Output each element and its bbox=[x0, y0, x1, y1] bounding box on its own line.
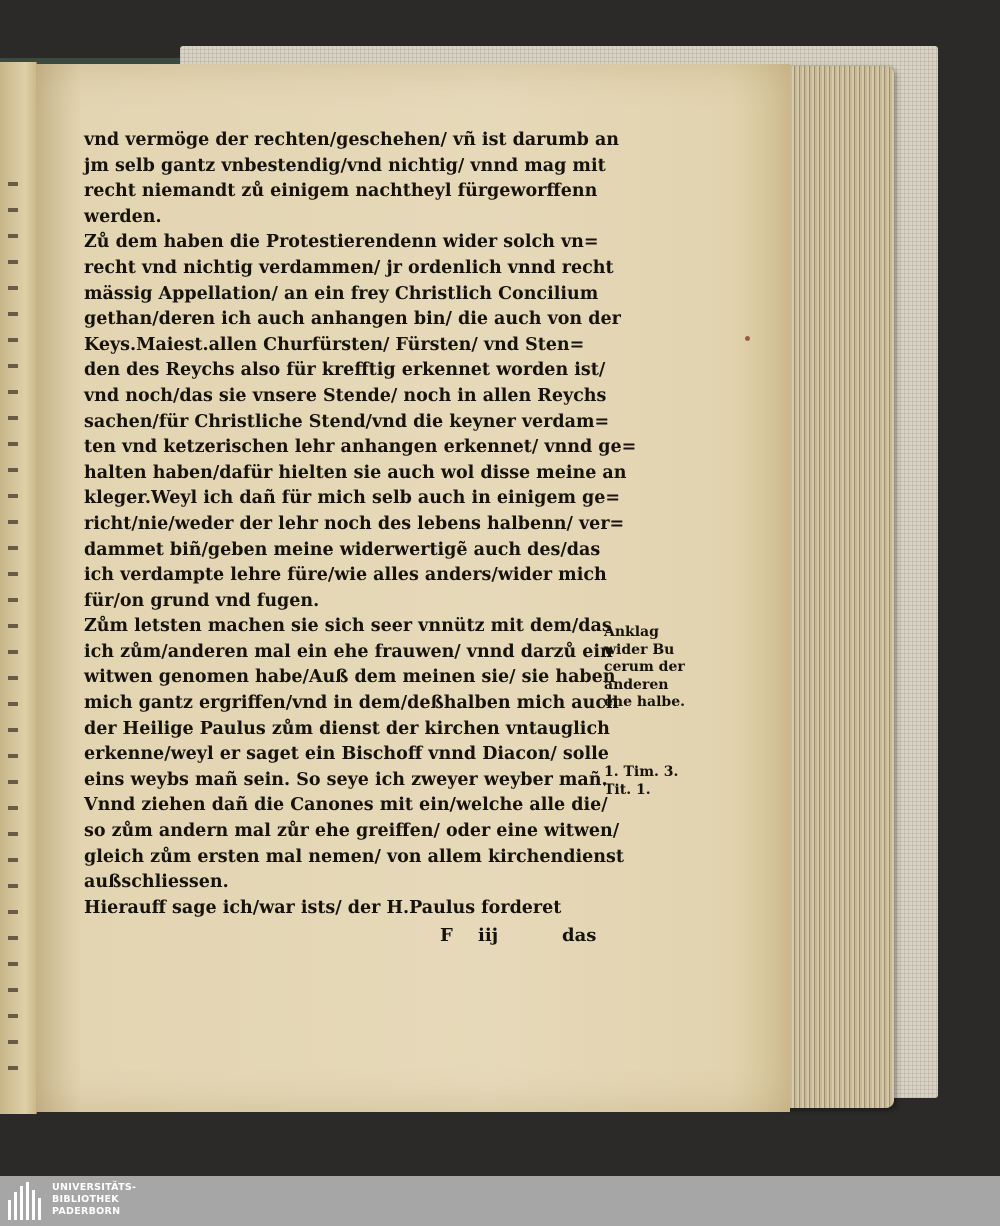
text-line: Tit. 1. bbox=[604, 781, 651, 798]
text-line: Anklag bbox=[604, 624, 659, 640]
text-line: für/on grund vnd fugen. bbox=[84, 590, 320, 611]
text-line: cerum der bbox=[604, 659, 685, 675]
logo-line-1: UNIVERSITÄTS- bbox=[52, 1182, 137, 1193]
text-line: mich gantz ergriffen/vnd in dem/deßhalben mich auch bbox=[84, 693, 619, 714]
text-line: Zů dem haben die Protestierendenn wider solch vn= bbox=[84, 232, 599, 253]
margin-note-references bbox=[604, 764, 678, 799]
page-block-edges bbox=[782, 66, 894, 1108]
text-line: recht vnd nichtig verdammen/ jr ordenlich vnnd recht bbox=[84, 257, 614, 278]
text-line: so zům andern mal zůr ehe greiffen/ oder eine witwen/ bbox=[84, 821, 620, 842]
text-line: kleger.Weyl ich dañ für mich selb auch in einigem ge= bbox=[84, 488, 621, 509]
text-line: mässig Appellation/ an ein frey Christlich Concilium bbox=[84, 283, 599, 304]
text-line: vnd noch/das sie vnsere Stende/ noch in allen Reychs bbox=[84, 385, 607, 406]
signature-letter: F bbox=[440, 925, 453, 946]
text-line: witwen genomen habe/Auß dem meinen sie/ sie haben bbox=[84, 667, 616, 688]
text-line: ehe halbe. bbox=[604, 694, 686, 710]
text-line: ich verdampte lehre füre/wie alles anders/wider mich bbox=[84, 565, 607, 586]
text-line: außschliessen. bbox=[84, 872, 229, 893]
text-line: dammet biñ/geben meine widerwertigẽ auch des/das bbox=[84, 539, 601, 560]
text-line: halten haben/dafür hielten sie auch wol disse meine an bbox=[84, 462, 627, 483]
signature-number: iij bbox=[478, 925, 499, 946]
text-line: ten vnd ketzerischen lehr anhangen erkennet/ vnnd ge= bbox=[84, 437, 637, 458]
text-line: Keys.Maiest.allen Churfürsten/ Fürsten/ vnd Sten= bbox=[84, 334, 585, 355]
text-line: anderen bbox=[604, 676, 669, 693]
ink-spot bbox=[745, 336, 750, 341]
text-line: jm selb gantz vnbestendig/vnd nichtig/ vnnd mag mit bbox=[84, 155, 606, 176]
catchword: das bbox=[562, 925, 597, 946]
library-logo-icon bbox=[8, 1182, 48, 1220]
margin-note-anklag bbox=[604, 624, 685, 712]
library-logo-text bbox=[52, 1182, 136, 1218]
left-page-marks bbox=[8, 182, 28, 1092]
text-line: Vnnd ziehen dañ die Canones mit ein/welche alle die/ bbox=[84, 795, 608, 816]
text-line: sachen/für Christliche Stend/vnd die keyner verdam= bbox=[84, 411, 610, 432]
text-line: den des Reychs also für krefftig erkennet worden ist/ bbox=[84, 360, 606, 381]
text-line: erkenne/weyl er saget ein Bischoff vnnd Diacon/ solle bbox=[84, 744, 609, 765]
text-line: Hierauff sage ich/war ists/ der H.Paulus forderet bbox=[84, 897, 562, 918]
text-line: richt/nie/weder der lehr noch des lebens halbenn/ ver= bbox=[84, 513, 625, 534]
text-line: recht niemandt zů einigem nachtheyl fürgeworffenn bbox=[84, 181, 598, 202]
text-line: eins weybs mañ sein. So seye ich zweyer weyber mañ. bbox=[84, 769, 608, 790]
logo-line-3: PADERBORN bbox=[52, 1206, 121, 1217]
text-line: wider Bu bbox=[604, 641, 675, 658]
text-line: gleich zům ersten mal nemen/ von allem kirchendienst bbox=[84, 846, 624, 867]
text-line: 1. Tim. 3. bbox=[604, 764, 679, 780]
logo-line-2: BIBLIOTHEK bbox=[52, 1194, 119, 1205]
text-line: vnd vermöge der rechten/geschehen/ vñ ist darumb an bbox=[84, 130, 620, 150]
text-line: werden. bbox=[84, 206, 162, 227]
text-line: Zům letsten machen sie sich seer vnnütz mit dem/das bbox=[84, 616, 612, 637]
left-page-edge bbox=[0, 62, 37, 1114]
text-line: der Heilige Paulus zům dienst der kirchen vntauglich bbox=[84, 718, 610, 739]
footer-bar bbox=[0, 1176, 1000, 1226]
text-line: gethan/deren ich auch anhangen bin/ die auch von der bbox=[84, 309, 621, 330]
text-line: ich zům/anderen mal ein ehe frauwen/ vnnd darzů ein bbox=[84, 641, 613, 662]
